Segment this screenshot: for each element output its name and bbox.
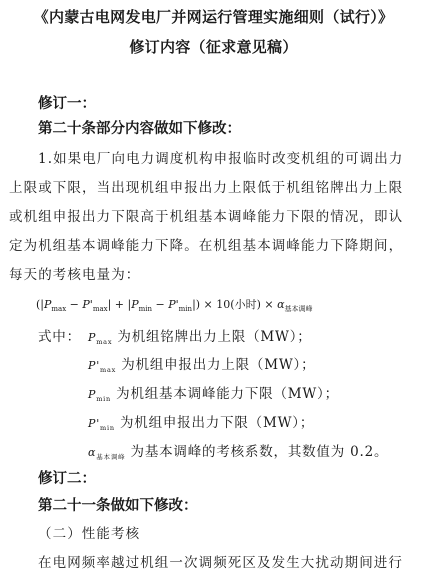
definition-pmax-declared [88,353,315,374]
definition-text: 为机组铭牌出力上限（MW）； [117,329,312,345]
definition-alpha [88,440,388,461]
definition-text: 为机组申报出力下限（MW）； [119,415,315,431]
formula-hours: 10(小时) [216,298,261,311]
definition-pmin [88,382,339,403]
paragraph-line-6: 在电网频率越过机组一次调频死区及发生大扰动期间进行 [38,555,403,571]
definition-text: 为机组基本调峰能力下限（MW）； [116,386,339,402]
formula-alpha-subscript: 基本调峰 [284,305,313,314]
definition-text: 为机组申报出力上限（MW）； [121,357,316,373]
assessment-formula: $(|P_{max} - P'_{max}| + |P_{min} - P'_{min}|) \times 10$(小时) × $\alpha_{基本调峰}$ [36,298,313,314]
where-label: 式中： [38,329,81,345]
definition-text: 为基本调峰的考核系数，其数值为 0.2。 [130,444,389,460]
symbol-pmin: $P_{min}$ [88,388,112,404]
definition-pmin-declared [88,411,314,432]
revision-2-heading: 修订二： [38,471,96,487]
document-title: 《内蒙古电网发电厂并网运行管理实施细则（试行）》 [33,8,394,26]
symbol-pmax-declared: $P'_{max}$ [88,359,117,375]
paragraph-line-1: 1.如果电厂向电力调度机构申报临时改变机组的可调出力 [38,151,404,167]
paragraph-line-2: 上限或下限，当出现机组申报出力上限低于机组铭牌出力上限 [9,180,404,196]
paragraph-line-4: 定为机组基本调峰能力下降。在机组基本调峰能力下降期间， [9,238,404,254]
paragraph-line-5: 每天的考核电量为： [9,267,141,283]
article-20-heading: 第二十条部分内容做如下修改： [38,121,241,137]
symbol-pmin-declared: $P'_{min}$ [88,417,115,433]
symbol-alpha: $\alpha_{基本调峰}$ [88,446,126,462]
definition-pmax [88,325,312,346]
paragraph-line-3: 或机组申报出力下限高于机组基本调峰能力下限的情况，即认 [9,209,404,225]
document-subtitle: 修订内容（征求意见稿） [129,38,298,56]
symbol-pmax: $P_{max}$ [88,331,113,347]
article-21-heading: 第二十一条做如下修改： [38,498,198,514]
revision-1-heading: 修订一： [38,96,96,112]
subsection-heading: （二）性能考核 [38,526,141,542]
